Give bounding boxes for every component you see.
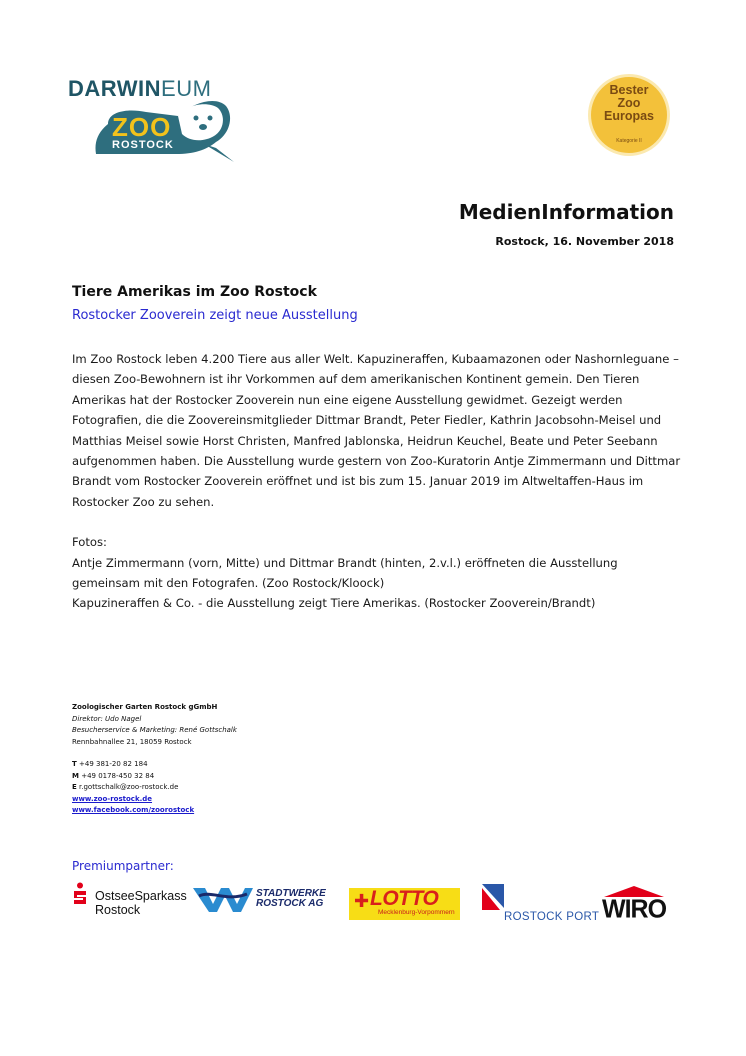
lotto-star-icon: ✚ (354, 891, 370, 912)
article-body (72, 349, 682, 614)
rostock-wordmark: ROSTOCK (112, 139, 174, 151)
subheadline: Rostocker Zooverein zeigt neue Ausstellung (72, 308, 358, 323)
premium-partner-label: Premiumpartner: (72, 859, 174, 873)
website-link[interactable]: www.zoo-rostock.de (72, 794, 153, 803)
lotto-logo-text: LOTTO (370, 887, 439, 910)
lotto-logo-subtext: Mecklenburg-Vorpommern (378, 909, 455, 916)
marketing-contact: Besucherservice & Marketing: René Gottschalk (72, 726, 237, 734)
zoo-wordmark: ZOO (112, 112, 172, 142)
sparkasse-icon (72, 882, 88, 904)
rostock-port-logo-text: ROSTOCK PORT (504, 911, 600, 923)
darwineum-wordmark: DARWINEUM (68, 76, 212, 101)
foto-caption-2: Kapuzineraffen & Co. - die Ausstellung zeigt Tiere Amerikas. (Rostocker Zooverein/Brandt) (72, 596, 596, 611)
wiro-logo-text: WIRO (602, 894, 667, 924)
rostock-port-icon (482, 884, 516, 914)
director: Direktor: Udo Nagel (72, 714, 142, 723)
mobile-line: M +49 0178-450 32 84 (72, 771, 155, 780)
foto-caption-1: Antje Zimmermann (vorn, Mitte) und Dittmar Brandt (hinten, 2.v.l.) eröffneten die Ausstellung gemeinsam mit den Fotografen. (Zoo Rostock/Kloock) (72, 555, 618, 591)
contact-block (72, 702, 237, 817)
award-badge-text: Bester Zoo Europas (603, 83, 654, 123)
headline: Tiere Amerikas im Zoo Rostock (72, 284, 317, 300)
email-line[interactable]: E r.gottschalk@zoo-rostock.de (72, 783, 179, 791)
address: Rennbahnallee 21, 18059 Rostock (72, 737, 192, 746)
fotos-label: Fotos: (72, 535, 107, 550)
document-title: MedienInformation (458, 200, 674, 224)
stadtwerke-icon (193, 884, 253, 912)
award-badge-category: Kategorie II (616, 138, 642, 144)
organisation: Zoologischer Garten Rostock gGmbH (72, 703, 218, 711)
stadtwerke-logo-text: STADTWERKE ROSTOCK AG (256, 888, 326, 909)
sparkasse-logo-text: OstseeSparkass Rostock (95, 889, 187, 917)
dateline: Rostock, 16. November 2018 (495, 235, 674, 248)
body-paragraph: Im Zoo Rostock leben 4.200 Tiere aus aller Welt. Kapuzineraffen, Kubaamazonen oder Nashornleguane – diesen Zoo-Bewohnern ist ihr Vorkommen auf dem amerikanischen Kontinent gemein. Den Tieren Amerikas hat der Rostocker Zooverein nun eine eigene Ausstellung gewidmet. Gezeigt werden Fotografien, die die Zoovereinsmitglieder Dittmar Brandt, Peter Fiedler, Kathrin Jacobsohn-Meisel und Matthias Meisel sowie Horst Christen, Manfred Jablonska, Heidrun Keuchel, Beate und Peter Seebann aufgenommen haben. Die Ausstellung wurde gestern von Zoo-Kuratorin Antje Zimmermann und Dittmar Brandt vom Rostocker Zooverein eröffnet und ist bis zum 15. Januar 2019 im Altweltaffen-Haus im Rostocker Zoo zu sehen. (72, 352, 681, 509)
phone-line: T +49 381-20 82 184 (72, 760, 148, 768)
facebook-link[interactable]: www.facebook.com/zoorostock (72, 806, 195, 814)
